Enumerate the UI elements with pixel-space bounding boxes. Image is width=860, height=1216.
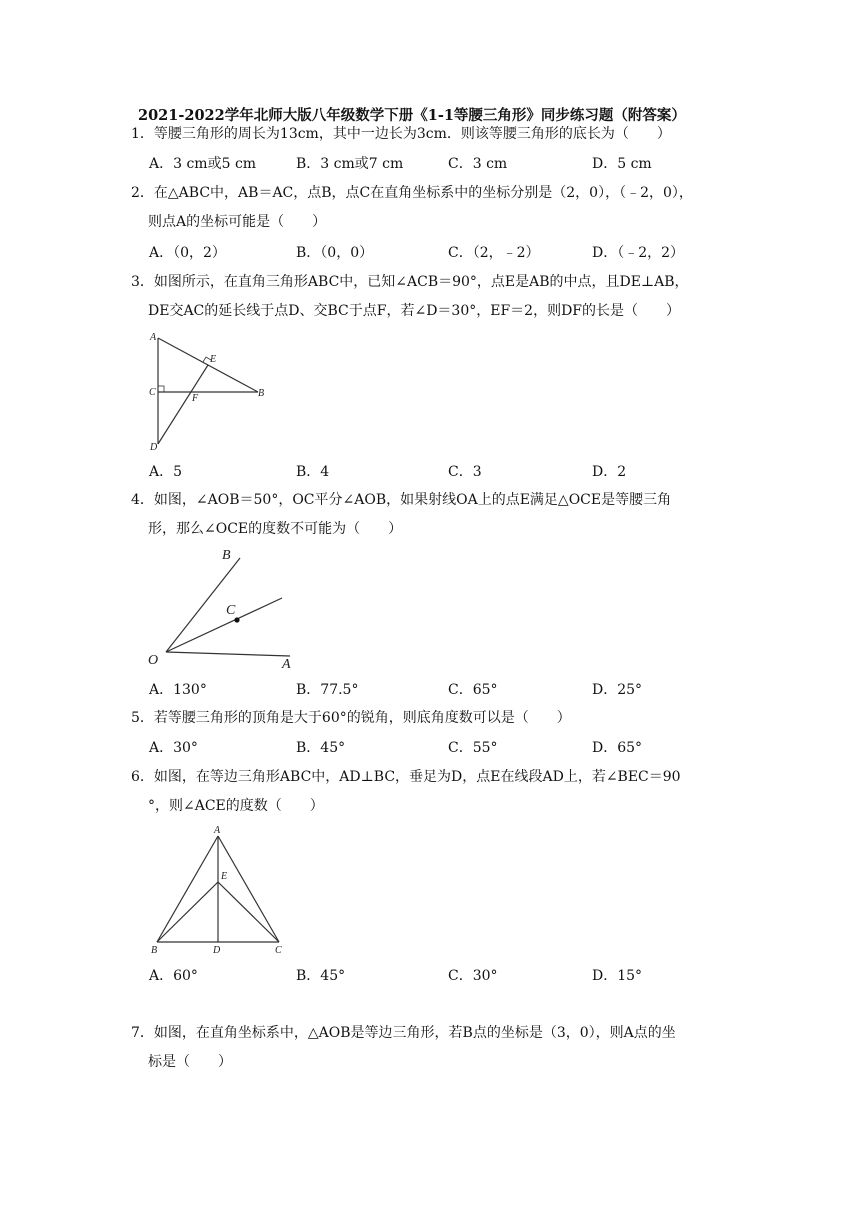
q4-option-b[interactable]: B．77.5° [296, 682, 359, 698]
question-3-text-line1: 3．如图所示，在直角三角形ABC中，已知∠ACB＝90°，点E是AB的中点，且DE⊥AB， [131, 274, 689, 290]
q3-label-a: A [150, 332, 157, 343]
q4-label-o: O [148, 653, 159, 668]
question-6-text-line1: 6．如图，在等边三角形ABC中，AD⊥BC，垂足为D，点E在线段AD上，若∠BEC＝90 [131, 769, 681, 785]
q2-option-b[interactable]: B．（0，0） [296, 245, 374, 261]
q3-label-b: B [258, 388, 265, 399]
q6-option-a[interactable]: A．60° [149, 968, 198, 984]
q2-option-c[interactable]: C．（2，﹣2） [448, 245, 540, 261]
q4-option-d[interactable]: D．25° [592, 682, 643, 698]
q3-option-c[interactable]: C．3 [448, 464, 482, 480]
q6-option-d[interactable]: D．15° [592, 968, 643, 984]
q2-option-d[interactable]: D．（﹣2，2） [592, 245, 685, 261]
question-7-text-line1: 7．如图，在直角坐标系中，△AOB是等边三角形，若B点的坐标是（3，0），则A点的坐 [131, 1025, 676, 1041]
question-4-text-line2: 形，那么∠OCE的度数不可能为（ ） [148, 521, 403, 537]
q6-option-c[interactable]: C．30° [448, 968, 498, 984]
q3-label-d: D [150, 442, 158, 453]
q5-option-c[interactable]: C．55° [448, 740, 498, 756]
q6-label-c: C [275, 945, 282, 956]
q4-figure-angle [140, 540, 310, 672]
q3-label-f: F [192, 393, 199, 404]
page-title: 2021-2022学年北师大版八年级数学下册《1-1等腰三角形》同步练习题（附答案） [138, 107, 686, 124]
q5-option-d[interactable]: D．65° [592, 740, 643, 756]
question-3-text-line2: DE交AC的延长线于点D、交BC于点F，若∠D＝30°，EF＝2，则DF的长是（ ） [148, 303, 681, 319]
q4-option-a[interactable]: A．130° [149, 682, 207, 698]
q4-label-c: C [226, 603, 236, 618]
q2-option-a[interactable]: A．（0，2） [149, 245, 226, 261]
question-4-text-line1: 4．如图，∠AOB＝50°，OC平分∠AOB，如果射线OA上的点E满足△OCE是等腰三角 [131, 492, 672, 508]
q5-option-a[interactable]: A．30° [149, 740, 198, 756]
q5-option-b[interactable]: B．45° [296, 740, 346, 756]
q6-figure-equilateral-triangle [145, 822, 295, 958]
q6-option-b[interactable]: B．45° [296, 968, 346, 984]
q3-label-e: E [210, 354, 217, 365]
q1-option-a[interactable]: A．3 cm或5 cm [149, 156, 257, 172]
question-7-text-line2: 标是（ ） [148, 1054, 232, 1070]
q6-label-d: D [213, 945, 221, 956]
q1-option-b[interactable]: B．3 cm或7 cm [296, 156, 404, 172]
q3-label-c: C [149, 387, 156, 398]
question-2-text-line2: 则点A的坐标可能是（ ） [148, 214, 327, 230]
q4-option-c[interactable]: C．65° [448, 682, 498, 698]
question-1-text: 1．等腰三角形的周长为13cm，其中一边长为3cm．则该等腰三角形的底长为（ ） [131, 126, 671, 142]
q3-option-d[interactable]: D．2 [592, 464, 627, 480]
question-6-text-line2: °，则∠ACE的度数（ ） [148, 798, 324, 814]
q1-option-d[interactable]: D．5 cm [592, 156, 652, 172]
question-2-text-line1: 2．在△ABC中，AB＝AC，点B，点C在直角坐标系中的坐标分别是（2，0），（﹣2，0）， [131, 185, 693, 201]
q3-option-b[interactable]: B．4 [296, 464, 330, 480]
question-5-text: 5．若等腰三角形的顶角是大于60°的锐角，则底角度数可以是（ ） [131, 710, 571, 726]
q3-option-a[interactable]: A．5 [149, 464, 183, 480]
q1-option-c[interactable]: C．3 cm [448, 156, 508, 172]
q6-label-a: A [214, 825, 221, 836]
q4-label-b: B [222, 548, 231, 563]
q3-figure-right-triangle [140, 328, 280, 454]
q4-label-a: A [282, 657, 291, 672]
q6-label-e: E [221, 871, 228, 882]
q6-label-b: B [151, 945, 158, 956]
